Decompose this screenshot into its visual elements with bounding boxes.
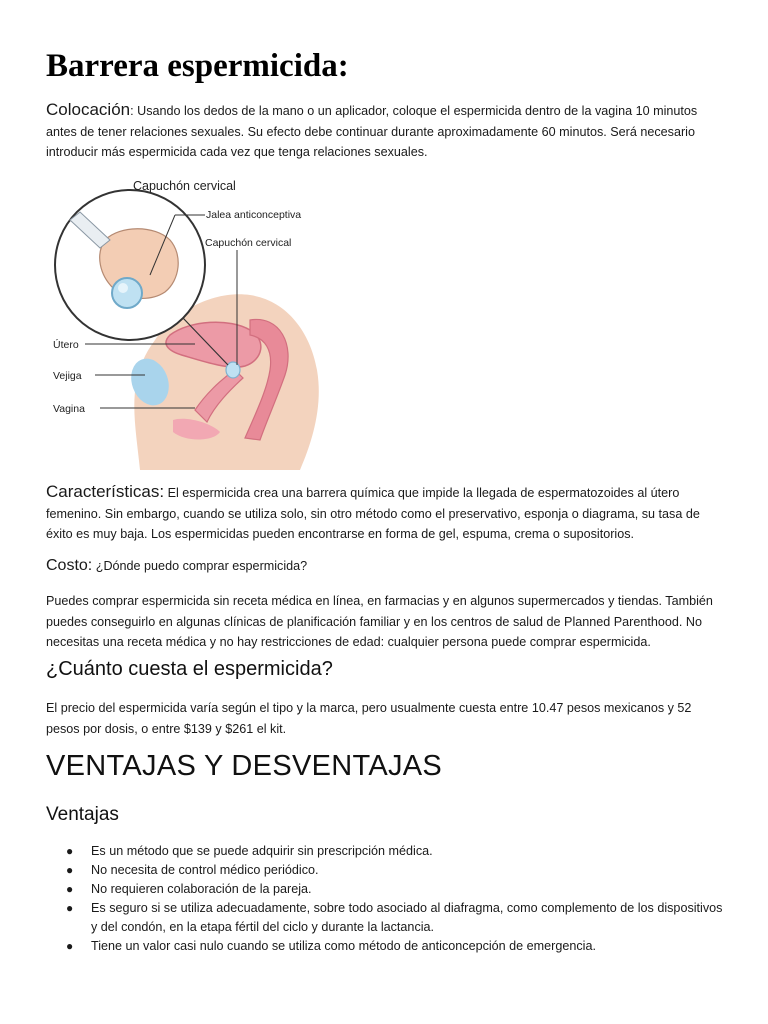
- caracteristicas-paragraph: [46, 482, 726, 545]
- label-vejiga: Vejiga: [53, 370, 82, 382]
- cervical-cap-closeup: [112, 278, 142, 308]
- label-vagina: Vagina: [53, 403, 85, 415]
- cervical-cap-illustration: [45, 170, 345, 470]
- figure-title: Capuchón cervical: [133, 179, 236, 193]
- list-item: ● Es seguro si se utiliza adecuadamente, sobre todo asociado al diafragma, como complemento de los dispositivos y del condón, en la etapa fértil del ciclo y durante la lactancia.: [66, 901, 723, 934]
- bullet-icon: ●: [66, 844, 74, 858]
- costo-question: ¿Dónde puedo comprar espermicida?: [92, 559, 308, 573]
- costo-text: Puedes comprar espermicida sin receta médica en línea, en farmacias y en algunos supermercados y tiendas. También puedes conseguirlo en algunas clínicas de planificación familiar y en los centros de salud de Planned Parenthood. No necesitas una receta médica y no hay restricciones de edad: cualquier persona puede comprar espermicida.: [46, 594, 713, 649]
- bullet-icon: ●: [66, 901, 74, 915]
- bullet-icon: ●: [66, 863, 74, 877]
- list-item: ● Es un método que se puede adquirir sin prescripción médica.: [46, 842, 726, 861]
- caracteristicas-text: El espermicida crea una barrera química que impide la llegada de espermatozoides al útero femenino. Sin embargo, cuando se utiliza solo, sin otro método como el preservativo, esponja o diagrama, su tasa de éxito es muy baja. Los espermicidas pueden encontrarse en forma de gel, espuma, crema o supositorios.: [46, 486, 700, 541]
- colocacion-heading: Colocación: [46, 100, 131, 119]
- ventajas-heading: Ventajas: [46, 804, 119, 825]
- ventajas-list: [46, 842, 726, 956]
- bullet-icon: ●: [66, 882, 74, 896]
- cuanto-heading: ¿Cuánto cuesta el espermicida?: [46, 658, 333, 680]
- list-item: ● No requieren colaboración de la pareja.: [46, 880, 726, 899]
- list-item: ● No necesita de control médico periódico.: [46, 861, 726, 880]
- caracteristicas-heading: Características:: [46, 482, 165, 501]
- label-utero: Útero: [53, 339, 79, 351]
- costo-paragraph: [46, 556, 726, 577]
- cuanto-text: El precio del espermicida varía según el tipo y la marca, pero usualmente cuesta entre 10.47 pesos mexicanos y 52 pesos por dosis, o entre $139 y $261 el kit.: [46, 701, 692, 736]
- colocacion-text: : Usando los dedos de la mano o un aplicador, coloque el espermicida dentro de la vagina 10 minutos antes de tener relaciones sexuales. Su efecto debe continuar durante aproximadamente 60 minutos. Será necesario introducir más espermicida cada vez que tenga relaciones sexuales.: [46, 104, 698, 159]
- bullet-icon: ●: [66, 939, 74, 953]
- costo-heading: Costo:: [46, 557, 93, 574]
- ventajas-desventajas-heading: VENTAJAS Y DESVENTAJAS: [46, 750, 443, 782]
- list-item: ● Tiene un valor casi nulo cuando se utiliza como método de anticoncepción de emergencia.: [46, 937, 726, 956]
- label-jalea: Jalea anticonceptiva: [206, 209, 302, 221]
- label-capuchon: Capuchón cervical: [205, 237, 292, 249]
- page-title: Barrera espermicida:: [46, 48, 349, 84]
- colocacion-paragraph: [46, 100, 726, 163]
